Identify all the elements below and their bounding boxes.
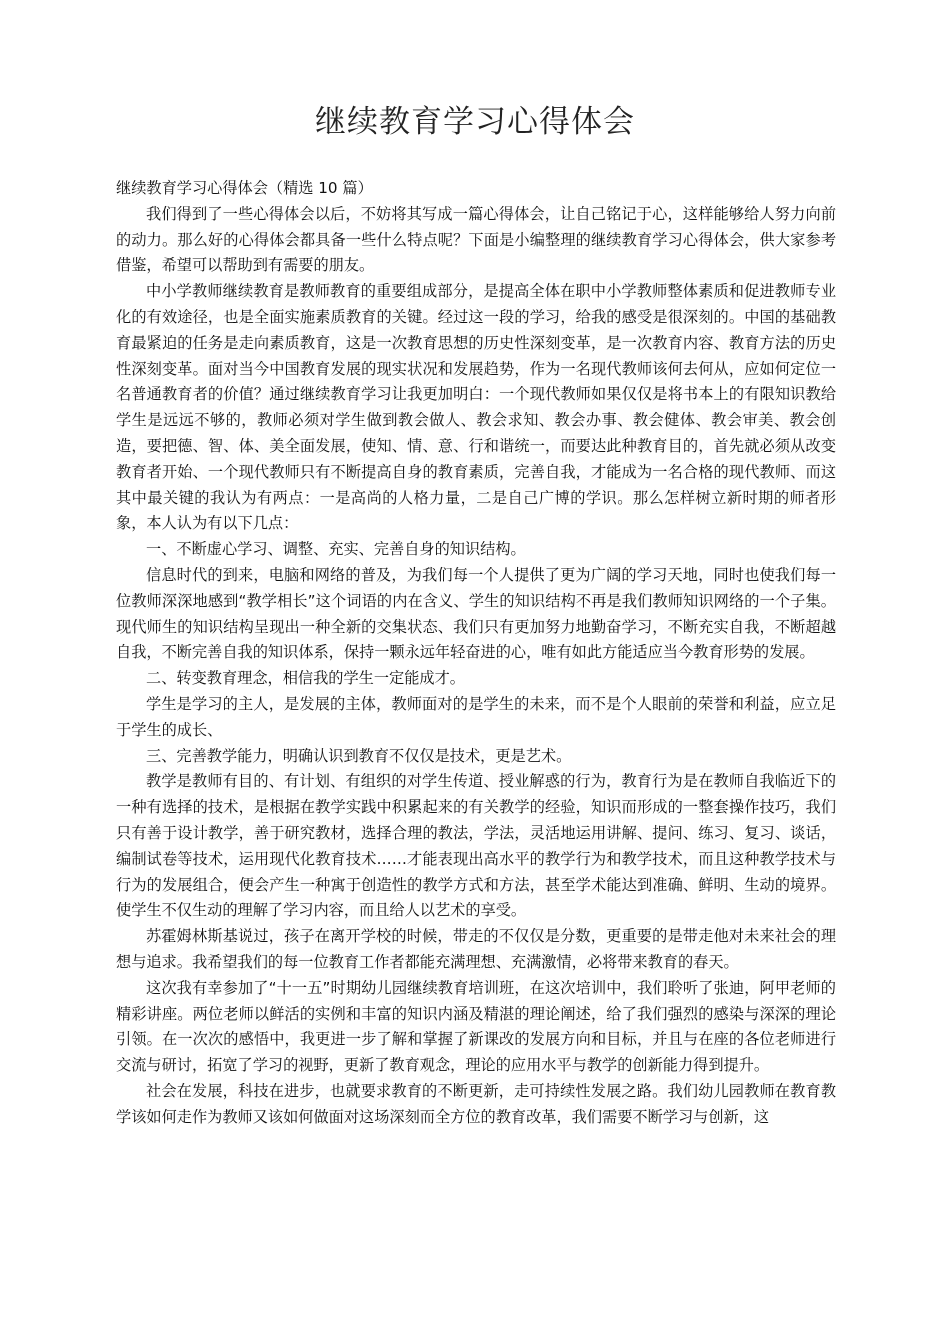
paragraph: 苏霍姆林斯基说过，孩子在离开学校的时候，带走的不仅仅是分数，更重要的是带走他对未来社会的理想与追求。我希望我们的每一位教育工作者都能充满理想、充满激情，必将带来教育的春天。 — [116, 927, 836, 971]
section-heading: 一、不断虚心学习、调整、充实、完善自身的知识结构。 — [146, 540, 526, 559]
paragraph: 学生是学习的主人，是发展的主体，教师面对的是学生的未来，而不是个人眼前的荣誉和利益，应立足于学生的成长、 — [116, 694, 836, 739]
paragraph: 社会在发展，科技在进步，也就要求教育的不断更新，走可持续性发展之路。我们幼儿园教师在教育教学该如何走作为教师又该如何做面对这场深刻而全方位的教育改革，我们需要不断学习与创新，这 — [116, 1081, 836, 1126]
document-subtitle: 继续教育学习心得体会（精选 10 篇） — [116, 179, 373, 197]
document-body — [116, 176, 836, 1130]
paragraph: 信息时代的到来，电脑和网络的普及，为我们每一个人提供了更为广阔的学习天地，同时也使我们每一位教师深深地感到“教学相长”这个词语的内在含义、学生的知识结构不再是我们教师知识网络的一个子集。现代师生的知识结构呈现出一种全新的交集状态、我们只有更加努力地勤奋学习，不断充实自我，不断超越自我，不断完善自我的知识体系，保持一颗永远年轻奋进的心，唯有如此方能适应当今教育形势的发展。 — [116, 565, 836, 662]
document-title: 继续教育学习心得体会 — [315, 104, 635, 140]
section-heading: 三、完善教学能力，明确认识到教育不仅仅是技术，更是艺术。 — [146, 746, 572, 765]
paragraph: 这次我有幸参加了“十一五”时期幼儿园继续教育培训班，在这次培训中，我们聆听了张迪，阿甲老师的精彩讲座。两位老师以鲜活的实例和丰富的知识内涵及精湛的理论阐述，给了我们强烈的感染与深深的理论引领。在一次次的感悟中，我更进一步了解和掌握了新课改的发展方向和目标，并且与在座的各位老师进行交流与研讨，拓宽了学习的视野，更新了教育观念，理论的应用水平与教学的创新能力得到提升。 — [116, 978, 836, 1075]
paragraph: 教学是教师有目的、有计划、有组织的对学生传道、授业解惑的行为，教育行为是在教师自我临近下的一种有选择的技术，是根据在教学实践中积累起来的有关教学的经验，知识而形成的一整套操作技巧，我们只有善于设计教学，善于研究教材，选择合理的教法，学法，灵活地运用讲解、提问、练习、复习、谈话，编制试卷等技术，运用现代化教育技术……才能表现出高水平的教学行为和教学技术，而且这种教学技术与行为的发展组合，便会产生一种寓于创造性的教学方式和方法，甚至学术能达到准确、鲜明、生动的境界。使学生不仅生动的理解了学习内容，而且给人以艺术的享受。 — [116, 772, 836, 920]
section-heading: 二、转变教育理念，相信我的学生一定能成才。 — [146, 669, 465, 688]
paragraph: 中小学教师继续教育是教师教育的重要组成部分，是提高全体在职中小学教师整体素质和促进教师专业化的有效途径，也是全面实施素质教育的关键。经过这一段的学习，给我的感受是很深刻的。中国的基础教育最紧迫的任务是走向素质教育，这是一次教育思想的历史性深刻变革，是一次教育内容、教育方法的历史性深刻变革。面对当今中国教育发展的现实状况和发展趋势，作为一名现代教师该何去何从，应如何定位一名普通教育者的价值？通过继续教育学习让我更加明白：一个现代教师如果仅仅是将书本上的有限知识教给学生是远远不够的，教师必须对学生做到教会做人、教会求知、教会办事、教会健体、教会审美、教会创造，要把德、智、体、美全面发展，使知、情、意、行和谐统一，而要达此种教育目的，首先就必须从改变教育者开始、一个现代教师只有不断提高自身的教育素质，完善自我，才能成为一名合格的现代教师、而这其中最关键的我认为有两点：一是高尚的人格力量，二是自己广博的学识。那么怎样树立新时期的师者形象，本人认为有以下几点： — [116, 282, 836, 533]
paragraph-intro: 我们得到了一些心得体会以后，不妨将其写成一篇心得体会，让自己铭记于心，这样能够给人努力向前的动力。那么好的心得体会都具备一些什么特点呢？下面是小编整理的继续教育学习心得体会，供大家参考借鉴，希望可以帮助到有需要的朋友。 — [116, 204, 836, 275]
